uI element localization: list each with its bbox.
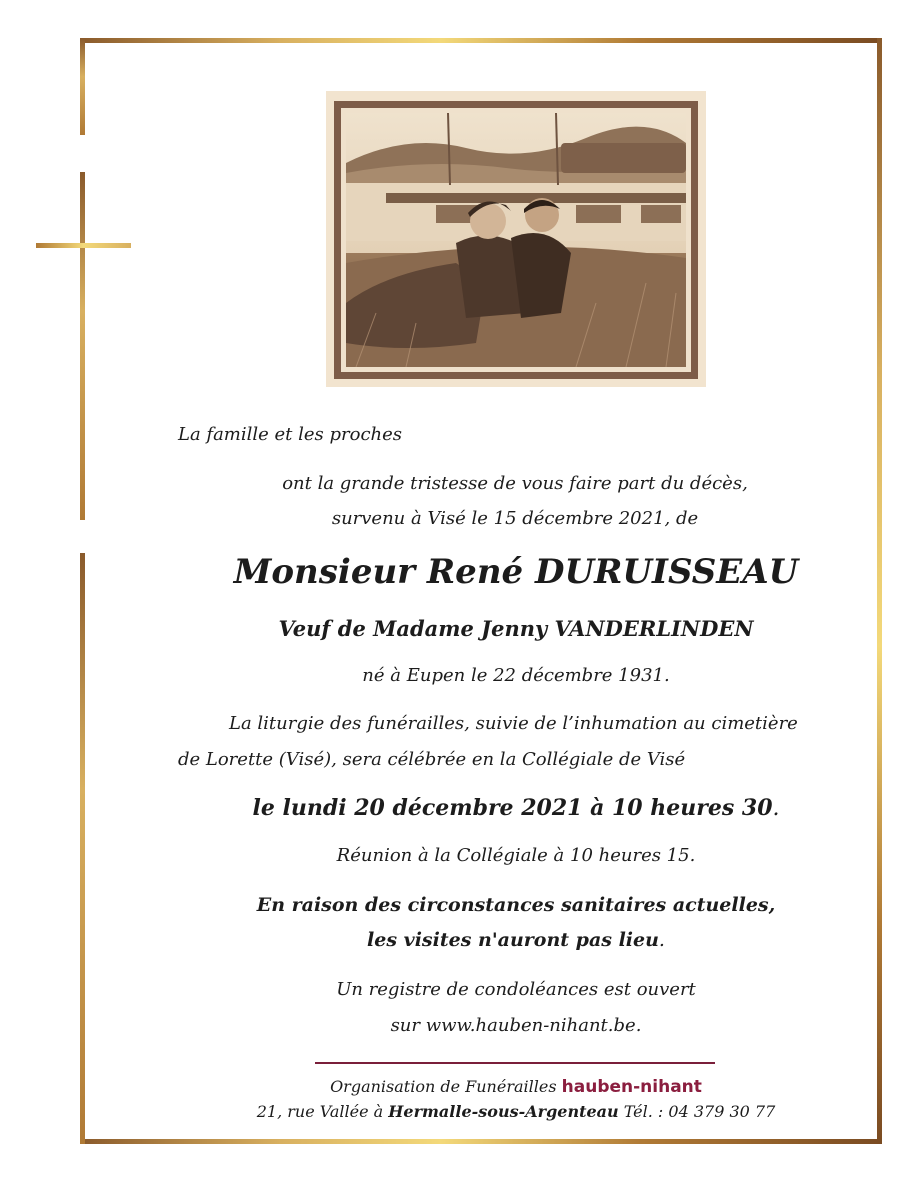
registry-line-2: sur www.hauben-nihant.be. [390, 1015, 642, 1036]
ceremony-date-text: le lundi 20 décembre 2021 à 10 heures 30 [252, 795, 773, 821]
couple-photo [346, 113, 686, 367]
liturgy-line-1: La liturgie des funérailles, suivie de l’inhumation au cimetière [229, 713, 798, 734]
cross-bar [36, 243, 131, 248]
phone-number: Tél. : 04 379 30 77 [618, 1102, 776, 1121]
cross-icon [80, 172, 85, 520]
address-town: Hermalle-sous-Argenteau [388, 1102, 619, 1121]
birth-text: né à Eupen le 22 décembre 1931. [362, 665, 670, 686]
footer-org-prefix: Organisation de Funérailles [330, 1077, 562, 1096]
frame-bottom-border [80, 1139, 882, 1144]
meeting-text: Réunion à la Collégiale à 10 heures 15. [336, 845, 696, 866]
liturgy-line-2: de Lorette (Visé), sera célébrée en la Collégiale de Visé [178, 749, 686, 770]
brand-logo: hauben-nihant [561, 1077, 702, 1097]
death-place-date: survenu à Visé le 15 décembre 2021, de [331, 508, 699, 529]
deceased-name: Monsieur René DURUISSEAU [233, 552, 799, 592]
registry-line-1: Un registre de condoléances est ouvert [336, 979, 696, 1000]
spouse-text: Veuf de Madame Jenny VANDERLINDEN [278, 616, 754, 641]
frame-top-border [80, 38, 882, 43]
sanitary-line-2-text: les visites n'auront pas lieu [367, 929, 659, 951]
sanitary-line-2 [0, 929, 918, 951]
sanitary-line-1: En raison des circonstances sanitaires actuelles, [256, 894, 776, 916]
footer-organisation [0, 1077, 918, 1097]
ceremony-date-period: . [772, 796, 780, 821]
frame-left-border-top [80, 38, 85, 135]
footer-address [0, 1102, 918, 1121]
sad-news-text: ont la grande tristesse de vous faire part du décès, [282, 473, 748, 494]
sanitary-line-2-period: . [658, 929, 665, 951]
footer-separator [315, 1062, 715, 1064]
ceremony-date [0, 795, 918, 821]
address-prefix: 21, rue Vallée à [256, 1102, 389, 1121]
intro-text: La famille et les proches [178, 424, 403, 445]
